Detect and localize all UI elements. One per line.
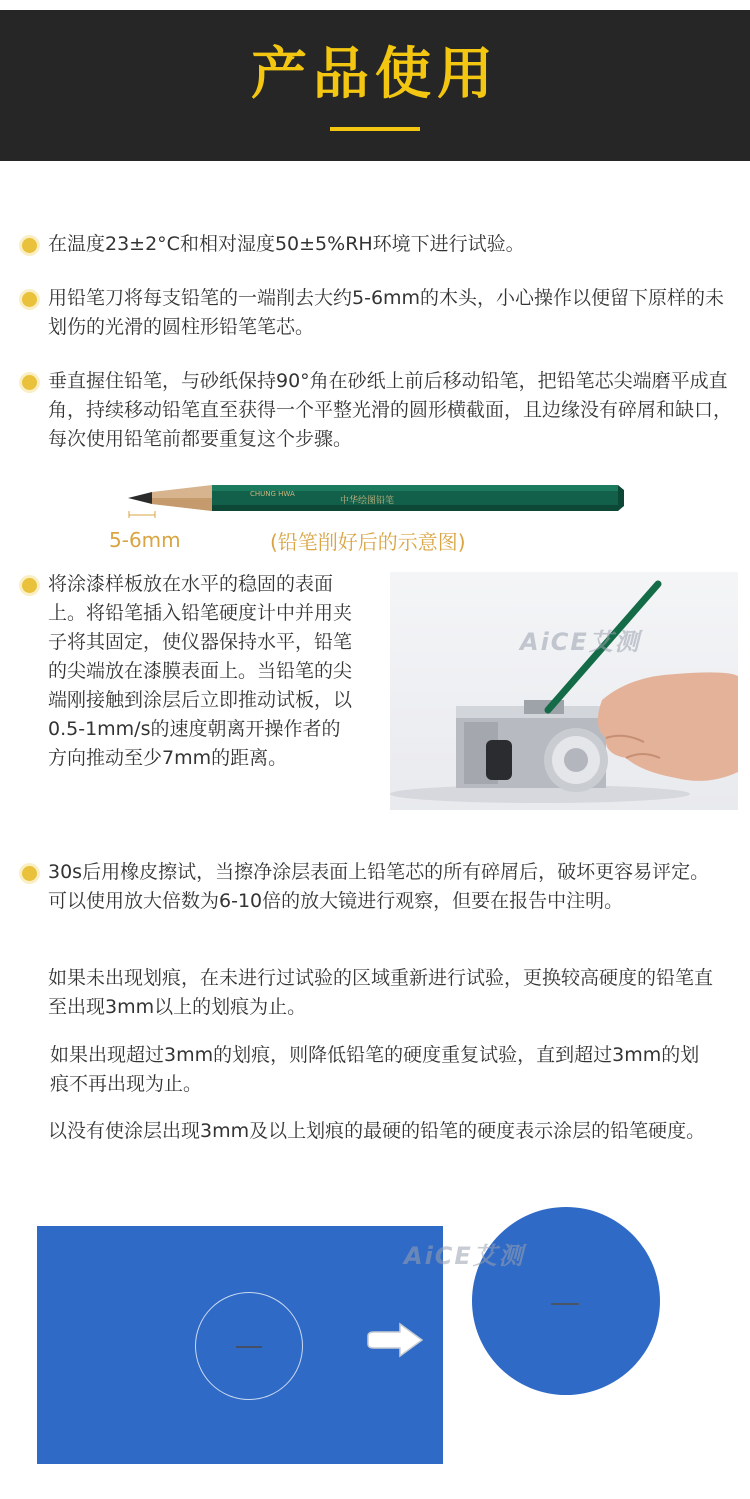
pencil-illustration — [100, 478, 640, 518]
hardness-tester-photo — [390, 572, 738, 810]
title-underline — [330, 127, 420, 131]
bullet-icon — [22, 238, 37, 253]
step-text: 30s后用橡皮擦试，当擦净涂层表面上铅笔芯的所有碎屑后，破坏更容易评定。可以使用放大倍数为6-10倍的放大镜进行观察，但要在报告中注明。 — [48, 861, 710, 912]
watermark-logo: AiCE艾测 — [404, 1242, 525, 1270]
step-text: 在温度23±2°C和相对湿度50±5%RH环境下进行试验。 — [48, 233, 525, 255]
bullet-icon — [22, 578, 37, 593]
note-text: 以没有使涂层出现3mm及以上划痕的最硬的铅笔的硬度表示涂层的铅笔硬度。 — [48, 1120, 706, 1142]
pencil-print-name: 中华绘图铅笔 — [340, 496, 395, 506]
step-text: 垂直握住铅笔，与砂纸保持90°角在砂纸上前后移动铅笔，把铅笔芯尖端磨平成直角，持续移动铅笔直至获得一个平整光滑的圆形横截面，且边缘没有碎屑和缺口，每次使用铅笔前都要重复这个步骤。 — [48, 370, 733, 450]
hardness-tester-illustration — [390, 572, 738, 810]
note-text: 如果未出现划痕，在未进行过试验的区域重新进行试验，更换较高硬度的铅笔直至出现3mm以上的划痕为止。 — [48, 967, 714, 1018]
watermark-logo: AiCE艾测 — [520, 628, 641, 656]
scratch-mark — [236, 1346, 262, 1348]
bullet-icon — [22, 375, 37, 390]
step-text: 用铅笔刀将每支铅笔的一端削去大约5-6mm的木头，小心操作以便留下原样的未划伤的光滑的圆柱形铅笔笔芯。 — [48, 287, 725, 338]
pencil-print-brand: CHUNG HWA — [250, 490, 295, 498]
note-text: 如果出现超过3mm的划痕，则降低铅笔的硬度重复试验，直到超过3mm的划痕不再出现为止。 — [50, 1044, 700, 1095]
page-title: 产品使用 — [251, 42, 499, 107]
scratch-mark — [551, 1303, 579, 1305]
dimension-label: 5-6mm — [109, 528, 181, 552]
header-banner — [0, 10, 750, 161]
arrow-right-icon — [366, 1322, 424, 1358]
bullet-icon — [22, 866, 37, 881]
step-text: 将涂漆样板放在水平的稳固的表面上。将铅笔插入铅笔硬度计中并用夹子将其固定，使仪器保持水平，铅笔的尖端放在漆膜表面上。当铅笔的尖端刚接触到涂层后立即推动试板，以0.5-1mm/s的速度朝离开操作者的方向推动至少7mm的距离。 — [48, 573, 353, 769]
bullet-icon — [22, 292, 37, 307]
pencil-caption: (铅笔削好后的示意图) — [270, 530, 466, 554]
